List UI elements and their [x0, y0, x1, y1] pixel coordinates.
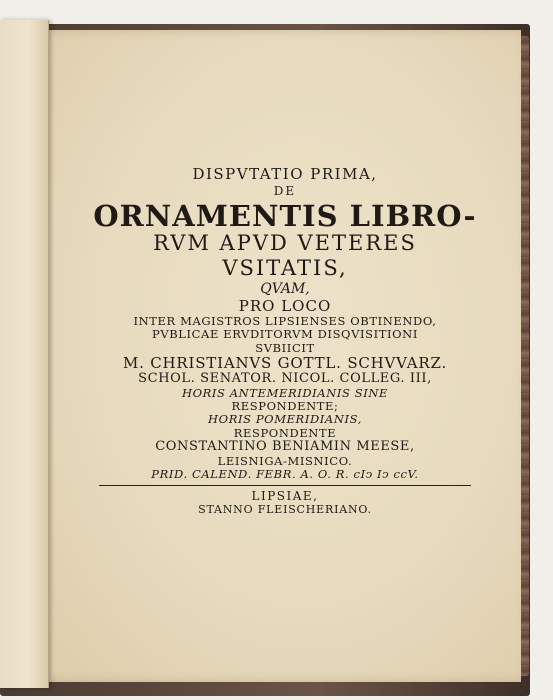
origin-line: LEISNIGA-MISNICO.	[217, 453, 353, 468]
disputatio-line: DISPVTATIO PRIMA,	[192, 165, 378, 183]
title-page	[36, 30, 521, 682]
author-line: M. CHRISTIANVS GOTTL. SCHVVARZ.	[122, 353, 448, 372]
subiicit-line: SVBIICIT	[255, 340, 315, 355]
publicae-line: PVBLICAE ERVDITORVM DISQVISITIONI	[151, 327, 418, 342]
main-title-line-1: ORNAMENTIS LIBRO-	[93, 199, 477, 234]
horis-antemeridianis-line: HORIS ANTEMERIDIANIS SINE	[181, 385, 389, 400]
horis-pomeridianis-line: HORIS POMERIDIANIS,	[208, 412, 362, 427]
front-flyleaf	[0, 20, 49, 688]
author-title-line: SCHOL. SENATOR. NICOL. COLLEG. III,	[138, 371, 432, 387]
pro-loco-line: PRO LOCO	[238, 296, 332, 315]
title-text-block	[81, 166, 489, 517]
main-title-line-3: VSITATIS,	[222, 255, 348, 280]
quam-line: QVAM,	[260, 280, 310, 297]
inter-magistros-line: INTER MAGISTROS LIPSIENSES OBTINENDO,	[133, 314, 437, 329]
printer-line: STANNO FLEISCHERIANO.	[198, 503, 372, 516]
main-title-line-2: RVM APVD VETERES	[153, 231, 417, 256]
place-line: LIPSIAE,	[251, 489, 319, 504]
respondente-line-1: RESPONDENTE;	[231, 399, 339, 414]
respondente-line-2: RESPONDENTE	[233, 425, 337, 440]
de-line: DE	[273, 184, 297, 199]
horizontal-rule	[99, 485, 471, 486]
date-line: PRID. CALEND. FEBR. A. O. R. cIↄ Iↄ ccV.	[151, 466, 419, 481]
respondent-name-line: CONSTANTINO BENIAMIN MEESE,	[155, 438, 415, 454]
